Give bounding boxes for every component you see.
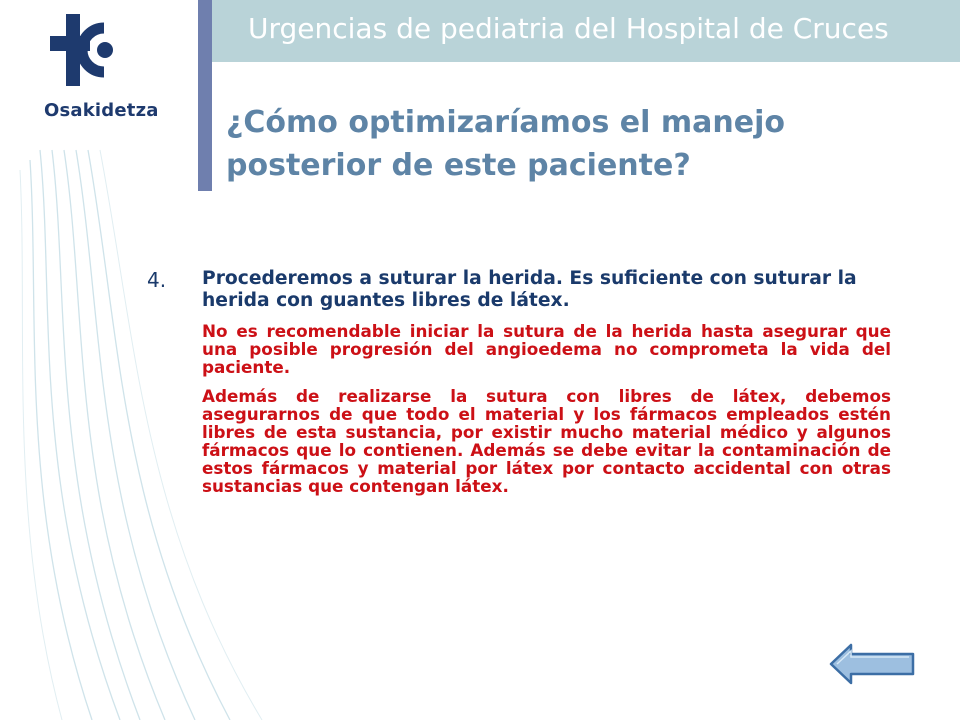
slide-title: ¿Cómo optimizaríamos el manejo posterior de este paciente? — [226, 105, 785, 183]
item-note-1: No es recomendable iniciar la sutura de la herida hasta asegurar que una posible progresión del angioedema no comprometa la vida del paciente. — [202, 321, 891, 377]
osakidetza-logo — [44, 14, 184, 134]
content-list — [147, 263, 897, 506]
osakidetza-cross-icon — [50, 14, 122, 86]
item-main-text: Procederemos a suturar la herida. Es suficiente con suturar la herida con guantes libres de látex. — [202, 268, 857, 311]
accent-vertical-bar — [198, 0, 212, 191]
list-item-number: 4. — [147, 268, 167, 292]
brand-name: Osakidetza — [44, 100, 159, 121]
item-note-2: Además de realizarse la sutura con libres de látex, debemos asegurarnos de que todo el material y los fármacos empleados estén libres de esta sustancia, por existir mucho material médico y algunos fármacos que lo contienen. Además se debe evitar la contaminación de estos fármacos y material por látex por contacto accidental con otras sustancias que contengan látex. — [202, 386, 891, 496]
left-arrow-icon — [831, 645, 913, 683]
list-item — [202, 268, 891, 495]
header-title: Urgencias de pediatria del Hospital de Cruces — [248, 12, 889, 45]
back-button[interactable] — [829, 643, 915, 685]
